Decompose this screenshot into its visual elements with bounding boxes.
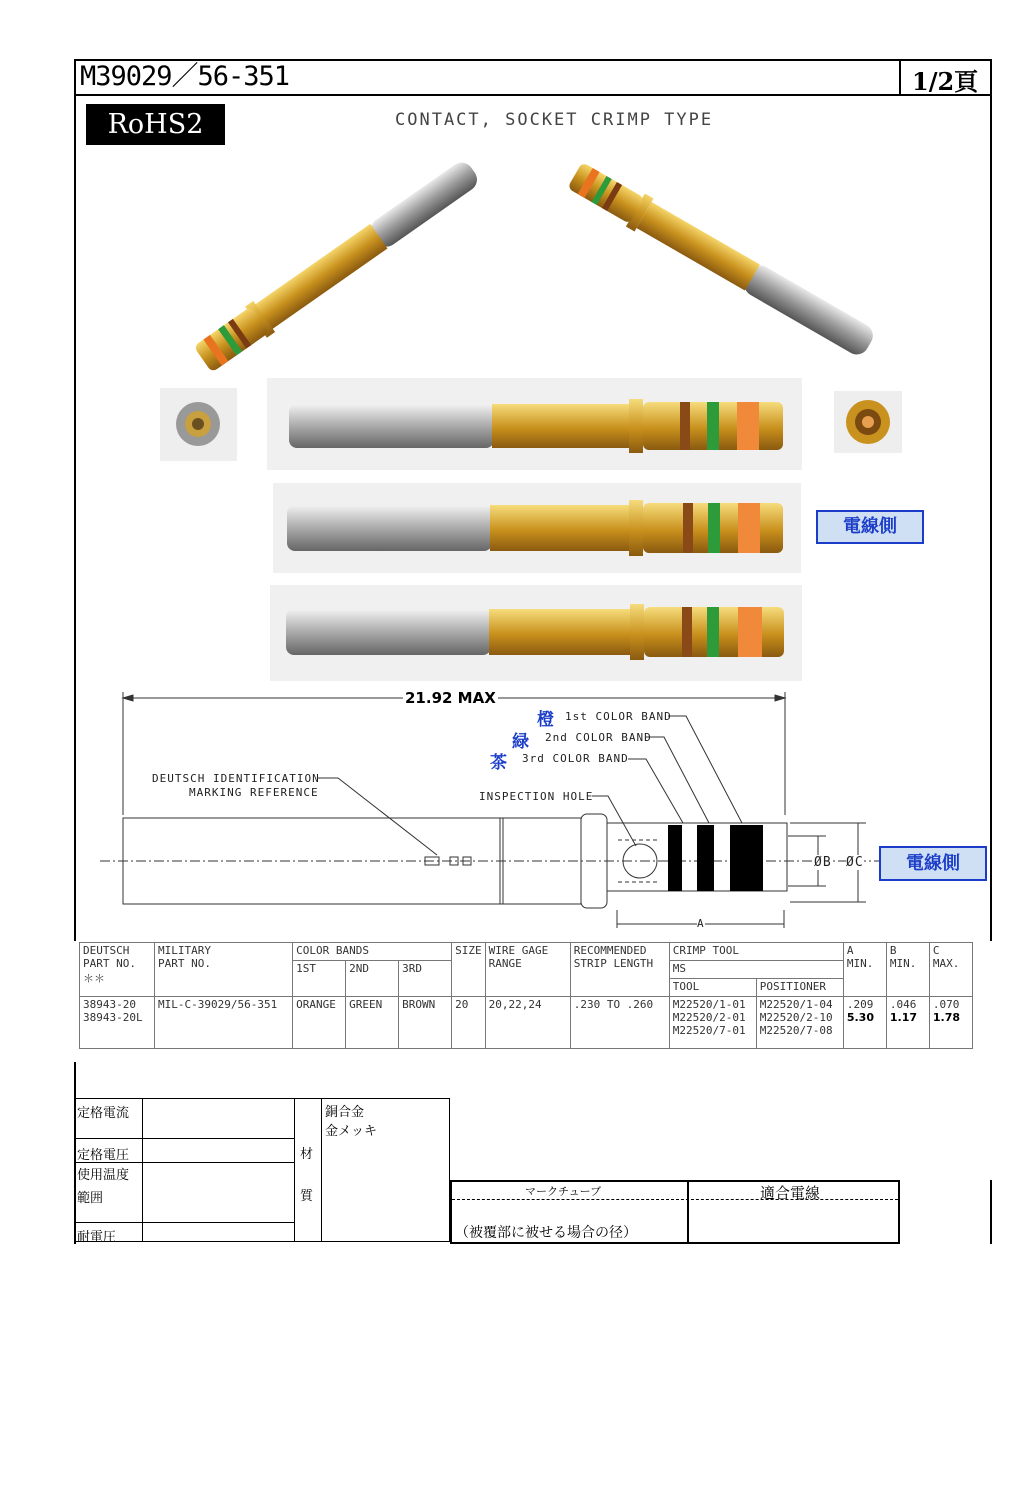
row-line — [74, 1222, 294, 1223]
color-2nd: GREEN — [346, 997, 399, 1049]
end-view-wire-side — [160, 388, 237, 461]
material-value-1: 銅合金 — [325, 1105, 365, 1120]
overall-length: 21.92 MAX — [405, 689, 496, 707]
band1-kanji: 橙 — [537, 710, 554, 730]
b-mm: 1.17 — [889, 1011, 917, 1024]
b-inch: .046 — [889, 998, 917, 1011]
dashed-line — [452, 1199, 898, 1200]
hdr-ms: MS — [669, 961, 843, 979]
deutsch-id-label-2: MARKING REFERENCE — [189, 786, 319, 799]
deutsch-part-2: 38943-20L — [83, 1011, 143, 1024]
band1-label: 1st COLOR BAND — [565, 710, 672, 723]
document-subtitle: CONTACT, SOCKET CRIMP TYPE — [395, 110, 714, 130]
hdr-color-bands: COLOR BANDS — [293, 943, 452, 961]
hdr-b: B — [889, 944, 897, 957]
suitable-wire-label: 適合電線 — [760, 1184, 821, 1202]
hdr-recommended: RECOMMENDED — [573, 944, 647, 957]
hdr-positioner: POSITIONER — [756, 979, 843, 997]
contact-side-svg — [273, 483, 801, 573]
tool-3: M22520/7-01 — [672, 1024, 746, 1037]
col-line — [321, 1098, 322, 1242]
color-band-2 — [697, 825, 714, 891]
deutsch-part-1: 38943-20 — [83, 998, 136, 1011]
hdr-strip-length: STRIP LENGTH — [573, 957, 654, 970]
rohs-badge: RoHS2 — [86, 104, 225, 145]
deutsch-id-label-1: DEUTSCH IDENTIFICATION — [152, 772, 320, 785]
a-mm: 5.30 — [846, 1011, 874, 1024]
hdr-a: A — [846, 944, 854, 957]
hdr-wire-gage: WIRE GAGE — [488, 944, 549, 957]
material-label-1: 材 — [300, 1147, 314, 1162]
tool-2: M22520/2-01 — [672, 1011, 746, 1024]
document-title: M39029／56-351 — [80, 61, 290, 92]
hdr-tool: TOOL — [669, 979, 756, 997]
divider — [899, 59, 901, 96]
hdr-deutsch-part: PART NO. — [83, 957, 136, 970]
photo-contact-side-2 — [273, 483, 801, 573]
photo-contact-side-3 — [270, 585, 802, 681]
hdr-stars: ＊＊ — [83, 972, 105, 985]
photo-contact-side-1 — [267, 378, 802, 470]
size-value: 20 — [452, 997, 486, 1049]
withstand-label: 耐電圧 — [77, 1230, 117, 1245]
contact-photo-svg — [182, 152, 510, 372]
band3-kanji: 茶 — [490, 753, 507, 773]
strip-length-value: .230 TO .260 — [570, 997, 669, 1049]
positioner-2: M22520/2-10 — [759, 1011, 833, 1024]
rated-current-label: 定格電流 — [77, 1106, 130, 1121]
hdr-c: C — [932, 944, 940, 957]
color-band-1 — [668, 825, 682, 891]
photo-contact-diagonal-2 — [542, 158, 897, 363]
contact-side-svg — [270, 585, 802, 681]
dim-b: ØB — [814, 855, 832, 870]
temp-label-2: 範囲 — [77, 1191, 104, 1206]
hdr-crimp-tool: CRIMP TOOL — [669, 943, 843, 961]
row-line — [74, 1138, 294, 1139]
positioner-1: M22520/1-04 — [759, 998, 833, 1011]
hdr-2nd: 2ND — [346, 961, 399, 997]
color-3rd: BROWN — [399, 997, 452, 1049]
col-line — [294, 1098, 295, 1242]
hdr-c-max: MAX. — [932, 957, 960, 970]
color-band-3 — [730, 825, 763, 891]
hdr-1st: 1ST — [293, 961, 346, 997]
hdr-3rd: 3RD — [399, 961, 452, 997]
contact-side-svg — [267, 378, 802, 470]
hdr-a-min: MIN. — [846, 957, 874, 970]
photo-contact-diagonal-1 — [182, 152, 510, 372]
mark-tube-note: （被覆部に被せる場合の径） — [455, 1225, 637, 1241]
inspection-hole-label: INSPECTION HOLE — [479, 790, 594, 803]
hdr-deutsch: DEUTSCH — [83, 944, 130, 957]
hdr-military-part: PART NO. — [158, 957, 212, 970]
col-line — [687, 1180, 689, 1244]
col-line — [142, 1098, 143, 1242]
end-view-svg — [834, 391, 902, 453]
band2-label: 2nd COLOR BAND — [545, 731, 652, 744]
dim-c: ØC — [846, 855, 864, 870]
dim-a: A — [697, 917, 705, 930]
wire-gage-value: 20,22,24 — [485, 997, 570, 1049]
c-mm: 1.78 — [932, 1011, 961, 1024]
hdr-size: SIZE — [452, 943, 486, 997]
hdr-b-min: MIN. — [889, 957, 917, 970]
technical-drawing — [0, 680, 1034, 940]
temp-label-1: 使用温度 — [77, 1168, 130, 1183]
band3-label: 3rd COLOR BAND — [522, 752, 629, 765]
wire-side-label-drawing: 電線側 — [879, 846, 987, 881]
military-part: MIL-C-39029/56-351 — [155, 997, 293, 1049]
bottom-right-border — [990, 1180, 992, 1244]
hdr-wire-range: RANGE — [488, 957, 522, 970]
hdr-military: MILITARY — [158, 944, 212, 957]
end-view-svg — [160, 388, 237, 461]
page-number: 1/2頁 — [912, 67, 979, 96]
mark-tube-label: マークチューブ — [525, 1185, 602, 1198]
contact-photo-svg — [542, 158, 897, 363]
a-inch: .209 — [846, 998, 874, 1011]
end-view-socket-side — [834, 391, 902, 453]
color-1st: ORANGE — [293, 997, 346, 1049]
rated-voltage-label: 定格電圧 — [77, 1148, 130, 1163]
c-inch: .070 — [932, 998, 960, 1011]
material-label-2: 質 — [300, 1189, 314, 1204]
wire-side-label: 電線側 — [816, 510, 924, 544]
positioner-3: M22520/7-08 — [759, 1024, 833, 1037]
tool-1: M22520/1-01 — [672, 998, 746, 1011]
spec-table — [79, 942, 973, 1049]
material-value-2: 金メッキ — [325, 1124, 378, 1139]
property-box — [74, 1098, 450, 1242]
band2-kanji: 緑 — [512, 732, 529, 752]
